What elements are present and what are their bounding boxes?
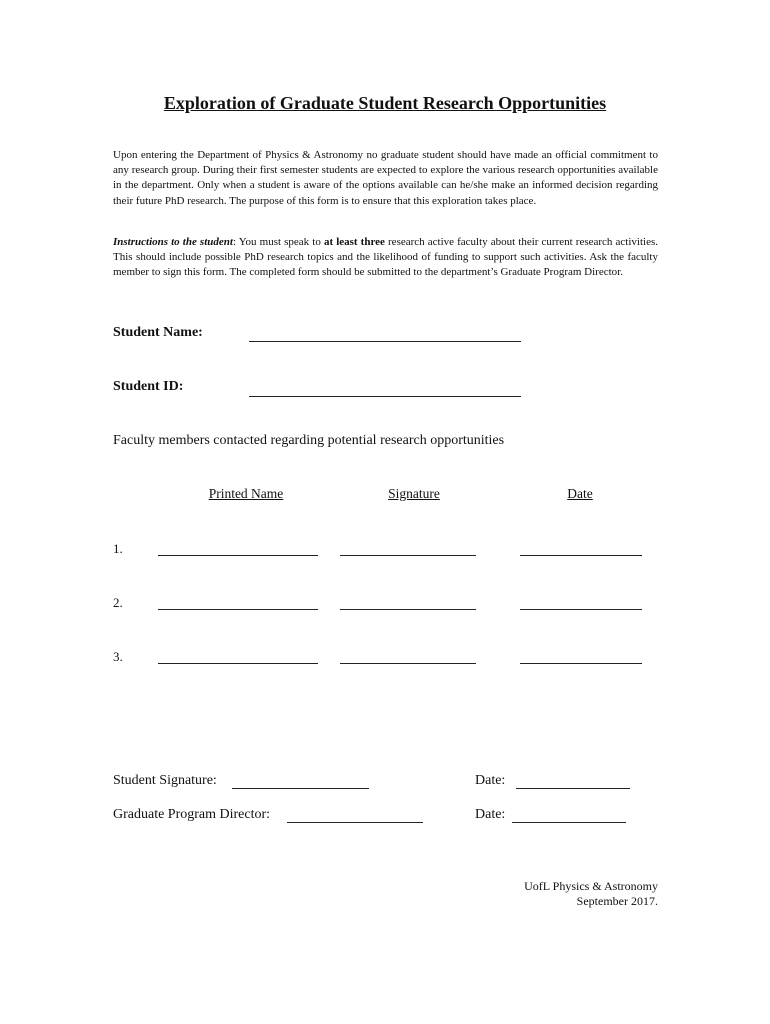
student-name-label: Student Name:: [113, 325, 203, 340]
student-name-field[interactable]: [249, 341, 521, 342]
instructions-rest: research active faculty about their current research activities. This should include possible PhD research topics and the likelihood of funding to support such activities. Ask the faculty member to sign this form. The completed form should be submitted to the department’s Graduate Program Director.: [113, 236, 658, 279]
faculty-section-title: Faculty members contacted regarding potential research opportunities: [113, 433, 505, 448]
column-date: Date: [567, 486, 593, 501]
column-signature: Signature: [388, 486, 440, 501]
row-3-signature-field[interactable]: [340, 663, 476, 664]
row-3-date-field[interactable]: [520, 663, 642, 664]
row-1-date-field[interactable]: [520, 555, 642, 556]
student-date-field[interactable]: [516, 788, 630, 789]
gpd-label: Graduate Program Director:: [113, 807, 271, 822]
intro-paragraph: Upon entering the Department of Physics & Astronomy no graduate student should have made an official commitment to any research group. During their first semester students are expected to explore the various research opportunities available in the department. Only when a student is aware of the options available can he/she make an informed decision regarding their future PhD research. The purpose of this form is to ensure that this exploration takes place.: [113, 149, 658, 207]
row-3-printed-name-field[interactable]: [158, 663, 318, 664]
document-title: Exploration of Graduate Student Research Opportunities: [163, 93, 607, 113]
instructions-emphasis: at least three: [323, 236, 385, 248]
instructions-lead: Instructions to the student: [113, 236, 233, 248]
column-printed-name: Printed Name: [208, 486, 284, 501]
row-number-2: 2.: [113, 595, 123, 610]
footer-date: September 2017.: [576, 894, 658, 908]
instructions-colon: : You must speak to: [232, 236, 324, 248]
row-number-3: 3.: [113, 649, 123, 664]
gpd-signature-field[interactable]: [287, 822, 423, 823]
student-id-field[interactable]: [249, 396, 521, 397]
student-signature-label: Student Signature:: [113, 773, 217, 788]
row-2-signature-field[interactable]: [340, 609, 476, 610]
row-number-1: 1.: [113, 541, 123, 556]
student-signature-field[interactable]: [232, 788, 369, 789]
instructions-paragraph: [113, 235, 658, 281]
student-date-label: Date:: [475, 773, 506, 788]
footer: [524, 879, 658, 909]
footer-department: UofL Physics & Astronomy: [524, 879, 658, 893]
row-2-date-field[interactable]: [520, 609, 642, 610]
row-1-signature-field[interactable]: [340, 555, 476, 556]
row-2-printed-name-field[interactable]: [158, 609, 318, 610]
gpd-date-field[interactable]: [512, 822, 626, 823]
row-1-printed-name-field[interactable]: [158, 555, 318, 556]
student-id-label: Student ID:: [113, 379, 184, 394]
gpd-date-label: Date:: [475, 807, 506, 822]
